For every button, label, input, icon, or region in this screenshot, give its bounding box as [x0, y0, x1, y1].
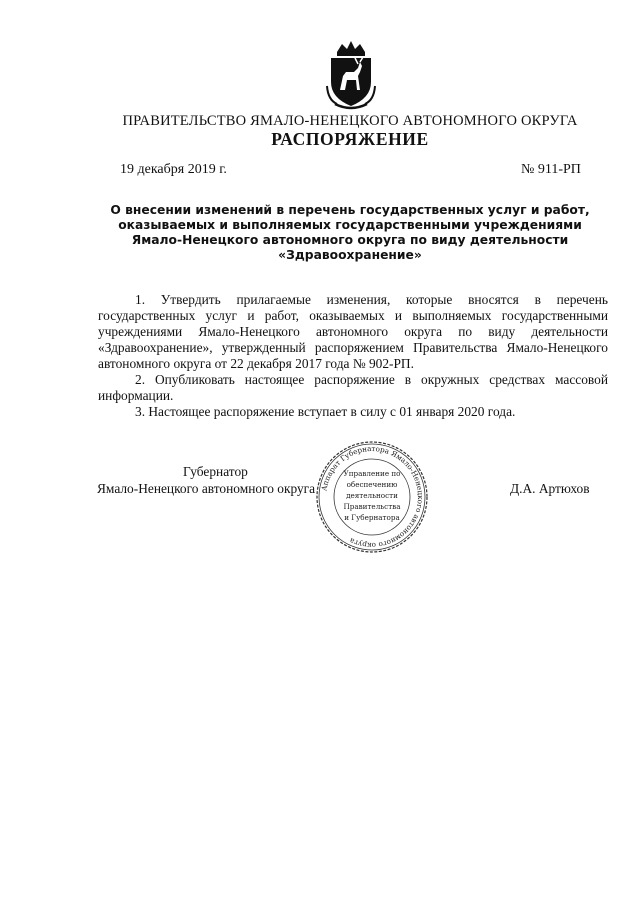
signer-organization: Ямало-Ненецкого автономного округа	[97, 481, 316, 496]
paragraph-1: 1. Утвердить прилагаемые изменения, которые вносятся в перечень государственных услуг и работ, оказываемых и выполняемых государственными учреждениями Ямало-Ненецкого автономного округа по виду деятельности «Здравоохранение», утвержденный распоряжением Правительства Ямало-Ненецкого автономного округа от 22 декабря 2017 года № 902-РП.	[98, 292, 608, 371]
title-line: О внесении изменений в перечень государственных услуг и работ,	[110, 203, 590, 217]
stamp-line: Управление по	[343, 469, 401, 478]
document-number: № 911-РП	[521, 162, 581, 177]
stamp-line: обеспечению	[346, 480, 398, 489]
title-line: Ямало-Ненецкого автономного округа по виду деятельности	[131, 233, 569, 247]
paragraph-2: 2. Опубликовать настоящее распоряжение в окружных средствах массовой информации.	[98, 372, 608, 403]
paragraph-3: 3. Настоящее распоряжение вступает в силу с 01 января 2020 года.	[135, 404, 516, 419]
document-title	[95, 203, 605, 263]
signer-title: Губернатор	[183, 464, 248, 479]
stamp-line: деятельности	[346, 491, 398, 500]
stamp-line: Правительства	[343, 502, 401, 511]
official-stamp	[315, 440, 429, 554]
title-line: «Здравоохранение»	[278, 248, 422, 262]
organization-name: ПРАВИТЕЛЬСТВО ЯМАЛО-НЕНЕЦКОГО АВТОНОМНОГО ОКРУГА	[122, 113, 578, 129]
title-line: оказываемых и выполняемых государственными учреждениями	[118, 218, 582, 232]
coat-of-arms-icon	[325, 38, 377, 110]
document-body	[98, 292, 608, 420]
stamp-ring-text: Аппарат Губернатора Ямало-Ненецкого автономного округа	[319, 443, 426, 551]
document-type: РАСПОРЯЖЕНИЕ	[271, 129, 429, 149]
stamp-line: и Губернатора	[344, 513, 400, 522]
document-date: 19 декабря 2019 г.	[120, 162, 227, 177]
signer-name: Д.А. Артюхов	[510, 481, 590, 496]
